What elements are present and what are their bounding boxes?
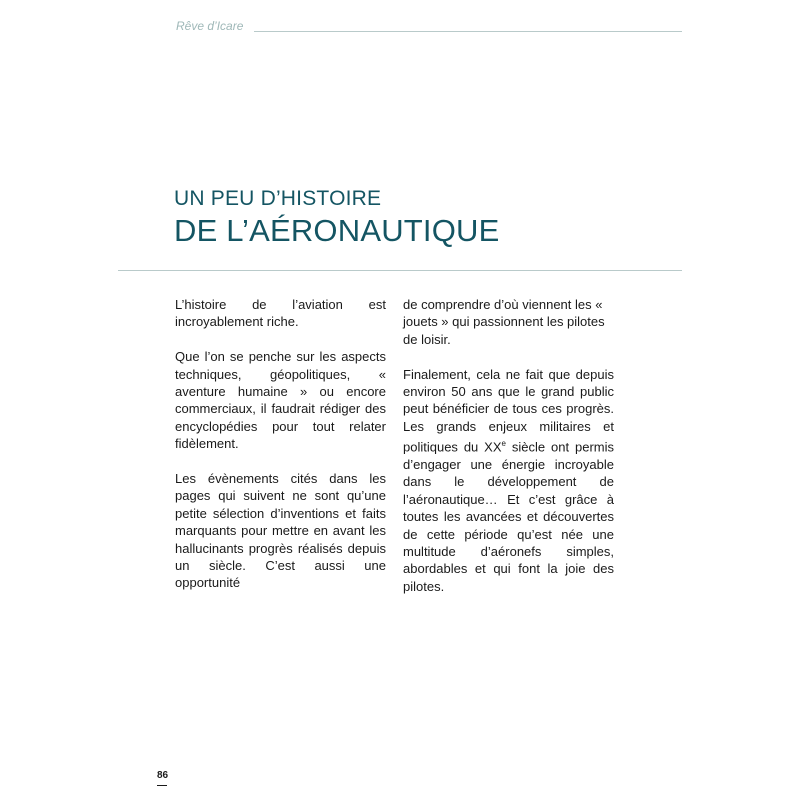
paragraph: L’histoire de l’aviation est incroyablement riche.	[175, 297, 386, 330]
running-head: Rêve d’Icare	[176, 19, 244, 33]
section-title-line-2: DE L’AÉRONAUTIQUE	[174, 213, 500, 248]
paragraph	[403, 366, 614, 596]
section-title-line-1: UN PEU D’HISTOIRE	[174, 187, 382, 210]
title-rule	[118, 270, 682, 271]
century-superscript: e	[501, 439, 506, 449]
paragraph: Que l’on se penche sur les aspects techniques, géopolitiques, « aventure humaine » ou encore commerciaux, il faudrait rédiger des encyclopédies pour tout relater fidèlement.	[175, 349, 386, 452]
paragraph: Les évènements cités dans les pages qui suivent ne sont qu’une petite sélection d’inventions et faits marquants pour mettre en avant les hallucinants progrès réalisés depuis un siècle. C’est aussi une opportunité	[175, 471, 386, 591]
paragraph: de comprendre d’où viennent les « jouets » qui passionnent les pilotes de loisir.	[403, 297, 605, 347]
page-number-rule	[157, 785, 167, 786]
section-title	[174, 186, 500, 250]
page-number: 86	[157, 770, 169, 781]
paragraph-text: Finalement, cela ne fait que depuis environ 50 ans que le grand public peut bénéficier de tous ces progrès. Les grands enjeux militaires et politiques du XX	[403, 366, 614, 455]
text-column-left	[175, 296, 386, 609]
text-column-right	[403, 296, 614, 613]
header-rule	[254, 31, 682, 32]
paragraph-text: siècle ont permis d’engager une énergie incroyable dans le développement de l’aéronautique… Et c’est grâce à toutes les avancées et découvertes de cette période qu’est née une multitude d’aéronefs simples, abordables et qui font la joie des pilotes.	[403, 439, 614, 594]
